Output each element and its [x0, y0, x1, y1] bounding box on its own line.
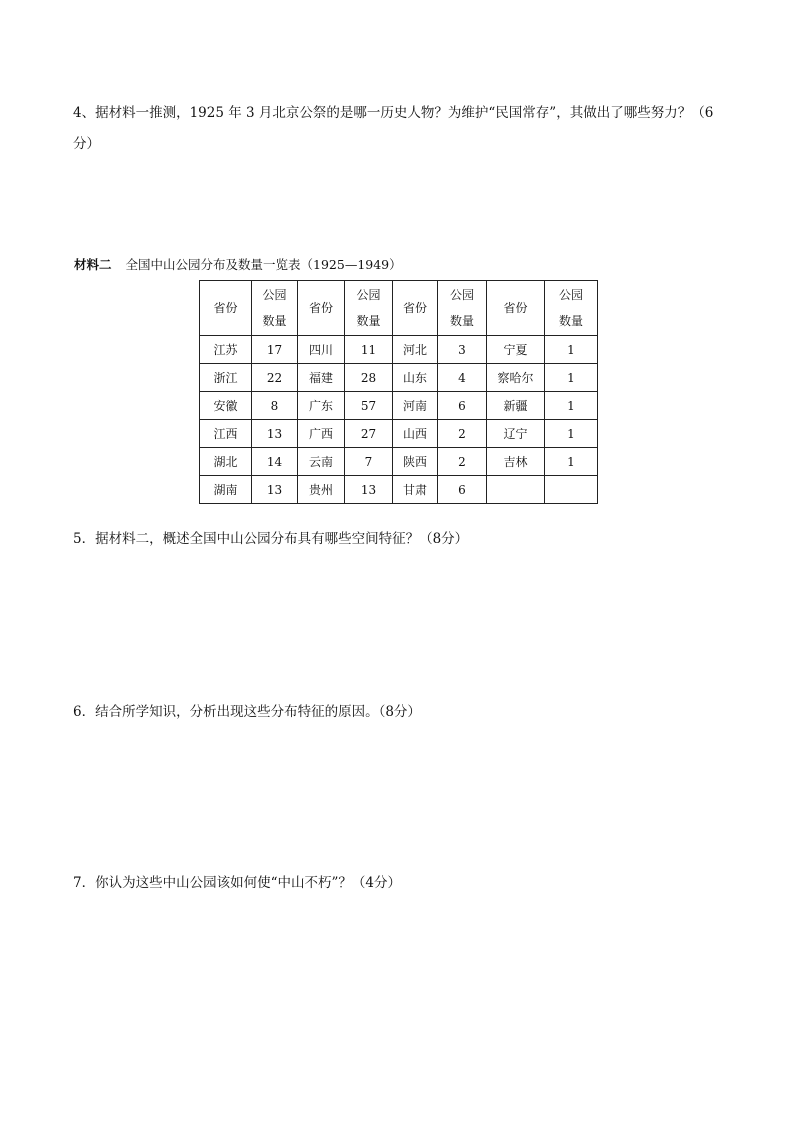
- material-2-label: 材料二: [74, 257, 112, 272]
- province-cell: 安徽: [200, 392, 252, 420]
- header-count: [438, 281, 487, 336]
- count-cell: 17: [252, 336, 298, 364]
- count-cell: 8: [252, 392, 298, 420]
- count-cell: 6: [438, 392, 487, 420]
- count-cell: 4: [438, 364, 487, 392]
- count-cell: 7: [345, 448, 393, 476]
- count-cell: 14: [252, 448, 298, 476]
- table-row: [200, 476, 598, 504]
- table-row: [200, 364, 598, 392]
- province-cell: [487, 476, 545, 504]
- header-count-line1: 公园: [356, 288, 381, 302]
- province-cell: 甘肃: [393, 476, 438, 504]
- province-cell: 江西: [200, 420, 252, 448]
- count-cell: 2: [438, 420, 487, 448]
- province-cell: 新疆: [487, 392, 545, 420]
- question-5: 5．据材料二，概述全国中山公园分布具有哪些空间特征？（8分）: [73, 531, 469, 547]
- question-4-line-2: 分）: [73, 136, 100, 152]
- province-cell: 辽宁: [487, 420, 545, 448]
- province-cell: 山东: [393, 364, 438, 392]
- count-cell: 3: [438, 336, 487, 364]
- count-cell: 1: [545, 336, 598, 364]
- count-cell: 22: [252, 364, 298, 392]
- header-province: 省份: [393, 281, 438, 336]
- header-count: [545, 281, 598, 336]
- header-count-line2: 数量: [558, 314, 583, 328]
- province-cell: 福建: [298, 364, 345, 392]
- material-2-caption: 全国中山公园分布及数量一览表（1925—1949）: [125, 257, 402, 272]
- table-row: [200, 420, 598, 448]
- park-distribution-table: [199, 280, 598, 504]
- province-cell: 湖南: [200, 476, 252, 504]
- header-province: 省份: [298, 281, 345, 336]
- header-count-line2: 数量: [356, 314, 381, 328]
- province-cell: 河南: [393, 392, 438, 420]
- province-cell: 浙江: [200, 364, 252, 392]
- count-cell: 28: [345, 364, 393, 392]
- count-cell: 27: [345, 420, 393, 448]
- count-cell: 11: [345, 336, 393, 364]
- province-cell: 宁夏: [487, 336, 545, 364]
- header-count-line1: 公园: [262, 288, 287, 302]
- province-cell: 湖北: [200, 448, 252, 476]
- question-4-line-1: 4、据材料一推测，1925 年 3 月北京公祭的是哪一历史人物？为维护“民国常存”，其做出了哪些努力？（6: [73, 105, 714, 121]
- province-cell: 察哈尔: [487, 364, 545, 392]
- count-cell: 2: [438, 448, 487, 476]
- header-count-line2: 数量: [449, 314, 474, 328]
- province-cell: 河北: [393, 336, 438, 364]
- count-cell: 57: [345, 392, 393, 420]
- question-6: 6．结合所学知识，分析出现这些分布特征的原因。（8分）: [73, 704, 421, 720]
- material-2-title: [74, 256, 402, 274]
- count-cell: 1: [545, 420, 598, 448]
- table-header-row: [200, 281, 598, 336]
- province-cell: 山西: [393, 420, 438, 448]
- count-cell: 13: [345, 476, 393, 504]
- table-row: [200, 392, 598, 420]
- header-count: [345, 281, 393, 336]
- count-cell: 1: [545, 364, 598, 392]
- count-cell: 1: [545, 392, 598, 420]
- question-7: 7．你认为这些中山公园该如何使“中山不朽”？（4分）: [73, 875, 401, 891]
- province-cell: 广东: [298, 392, 345, 420]
- table-row: [200, 448, 598, 476]
- count-cell: 13: [252, 476, 298, 504]
- province-cell: 陕西: [393, 448, 438, 476]
- province-cell: 云南: [298, 448, 345, 476]
- header-count-line1: 公园: [449, 288, 474, 302]
- header-count-line2: 数量: [262, 314, 287, 328]
- province-cell: 江苏: [200, 336, 252, 364]
- province-cell: 广西: [298, 420, 345, 448]
- count-cell: 6: [438, 476, 487, 504]
- header-province: 省份: [200, 281, 252, 336]
- count-cell: 1: [545, 448, 598, 476]
- province-cell: 四川: [298, 336, 345, 364]
- header-count-line1: 公园: [558, 288, 583, 302]
- province-cell: 吉林: [487, 448, 545, 476]
- province-cell: 贵州: [298, 476, 345, 504]
- table-row: [200, 336, 598, 364]
- count-cell: 13: [252, 420, 298, 448]
- header-count: [252, 281, 298, 336]
- count-cell: [545, 476, 598, 504]
- header-province: 省份: [487, 281, 545, 336]
